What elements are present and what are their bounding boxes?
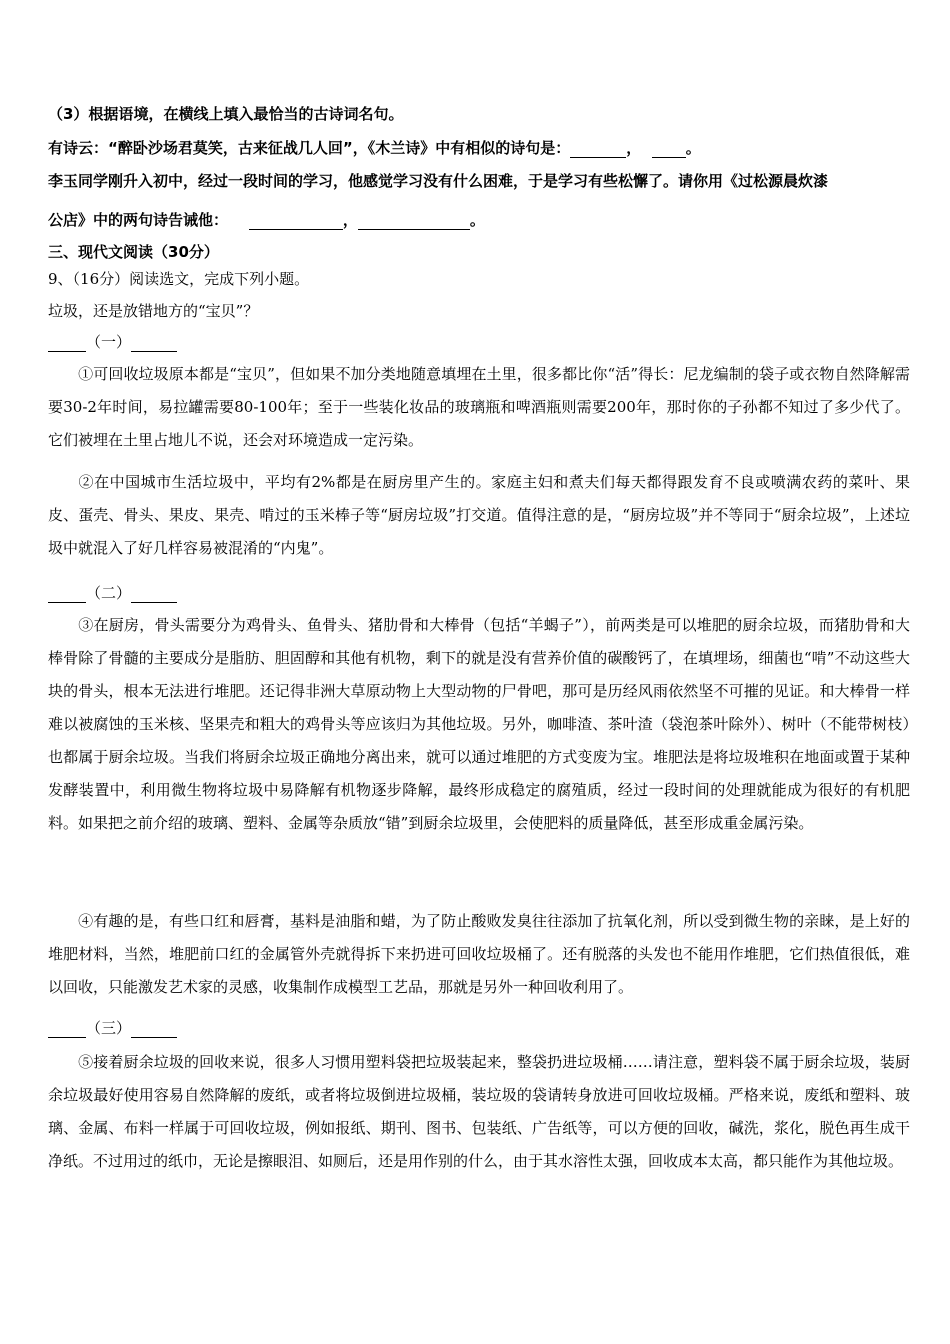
paragraph-2-text: ②在中国城市生活垃圾中，平均有2%都是在厨房里产生的。家庭主妇和煮夫们每天都得跟发育不良或喷满农药的菜叶、果皮、蛋壳、骨头、果皮、果壳、啃过的玉米棒子等“厨房垃圾”打交道。值得注意的是，“厨房垃圾”并不等同于“厨余垃圾”，上述垃圾中就混入了好几样容易被混淆的“内鬼”。 (48, 473, 910, 557)
underline-right (131, 339, 177, 352)
paragraph-4-text: ④有趣的是，有些口红和唇膏，基料是油脂和蜡，为了防止酸败发臭往往添加了抗氧化剂，所以受到微生物的亲睐，是上好的堆肥材料，当然，堆肥前口红的金属管外壳就得拆下来扔进可回收垃圾桶了。还有脱落的头发也不能用作堆肥，它们热值很低，难以回收，只能激发艺术家的灵感，收集制作成模型工艺品，那就是另外一种回收利用了。 (48, 912, 910, 996)
underline-left (48, 1025, 86, 1038)
section-heading-3-text: （三） (86, 1019, 132, 1037)
q3-line1-sep: ， (626, 139, 642, 157)
underline-right (131, 590, 177, 603)
question-3-line-1 (48, 137, 701, 158)
paragraph-3-text: ③在厨房，骨头需要分为鸡骨头、鱼骨头、猪肋骨和大棒骨（包括“羊蝎子”），前两类是可以堆肥的厨余垃圾，而猪肋骨和大棒骨除了骨髓的主要成分是脂肪、胆固醇和其他有机物，剩下的就是没有营养价值的碳酸钙了，在填埋场，细菌也“啃”不动这些大块的骨头，根本无法进行堆肥。还记得非洲大草原动物上大型动物的尸骨吧，那可是历经风雨依然坚不可摧的见证。和大棒骨一样难以被腐蚀的玉米核、坚果壳和粗大的鸡骨头等应该归为其他垃圾。另外，咖啡渣、茶叶渣（袋泡茶叶除外）、树叶（不能带树枝）也都属于厨余垃圾。当我们将厨余垃圾正确地分离出来，就可以通过堆肥的方式变废为宝。堆肥法是将垃圾堆积在地面或置于某种发酵装置中，利用微生物将垃圾中易降解有机物逐步降解，最终形成稳定的腐殖质，经过一段时间的处理就能成为很好的有机肥料。如果把之前介绍的玻璃、塑料、金属等杂质放“错”到厨余垃圾里，会使肥料的质量降低，甚至形成重金属污染。 (48, 616, 910, 832)
paragraph-3 (48, 609, 910, 840)
answer-blank-1[interactable] (570, 141, 626, 158)
paragraph-4 (48, 905, 910, 1004)
underline-left (48, 590, 86, 603)
question-3-line-2: 李玉同学刚升入初中，经过一段时间的学习，他感觉学习没有什么困难，于是学习有些松懈了。请你用《过松源晨炊漆 (48, 172, 829, 190)
section-heading-1 (48, 331, 177, 352)
underline-left (48, 339, 86, 352)
paragraph-2 (48, 466, 910, 565)
section-heading-2-text: （二） (86, 584, 132, 602)
section-heading-2 (48, 582, 177, 603)
question-3-line-3 (48, 209, 485, 230)
question-9-instruction: 9、（16分）阅读选文，完成下列小题。 (48, 270, 310, 288)
answer-blank-2[interactable] (652, 141, 686, 158)
paragraph-1 (48, 358, 910, 457)
q3-line1-end: 。 (685, 139, 701, 157)
q3-line3-text: 公店》中的两句诗告诫他： (48, 211, 229, 229)
question-3-title: （3）根据语境，在横线上填入最恰当的古诗词名句。 (48, 105, 404, 123)
section-heading-3 (48, 1017, 177, 1038)
paragraph-5 (48, 1046, 910, 1178)
underline-right (131, 1025, 177, 1038)
q3-line3-sep: ， (342, 211, 358, 229)
paragraph-5-text: ⑤接着厨余垃圾的回收来说，很多人习惯用塑料袋把垃圾装起来，整袋扔进垃圾桶……请注意，塑料袋不属于厨余垃圾，装厨余垃圾最好使用容易自然降解的废纸，或者将垃圾倒进垃圾桶，装垃圾的袋请转身放进可回收垃圾桶。严格来说，废纸和塑料、玻璃、金属、布料一样属于可回收垃圾，例如报纸、期刊、图书、包装纸、广告纸等，可以方便的回收，碱洗，浆化，脱色再生成干净纸。不过用过的纸巾，无论是擦眼泪、如厕后，还是用作别的什么，由于其水溶性太强，回收成本太高，都只能作为其他垃圾。 (48, 1053, 910, 1170)
answer-blank-4[interactable] (358, 213, 470, 230)
article-title: 垃圾，还是放错地方的“宝贝”？ (48, 302, 259, 320)
paragraph-1-text: ①可回收垃圾原本都是“宝贝”，但如果不加分类地随意填埋在土里，很多都比你“活”得长：尼龙编制的袋子或衣物自然降解需要30-2年时间，易拉罐需要80-100年；至于一些装化妆品的玻璃瓶和啤酒瓶则需要200年，那时你的子孙都不知过了多少代了。它们被埋在土里占地儿不说，还会对环境造成一定污染。 (48, 365, 910, 449)
section-heading-1-text: （一） (86, 333, 132, 351)
q3-line3-end: 。 (469, 211, 485, 229)
answer-blank-3[interactable] (249, 213, 343, 230)
section-3-title: 三、现代文阅读（30分） (48, 243, 219, 261)
q3-line1-text: 有诗云：“醉卧沙场君莫笑，古来征战几人回”，《木兰诗》中有相似的诗句是： (48, 139, 571, 157)
